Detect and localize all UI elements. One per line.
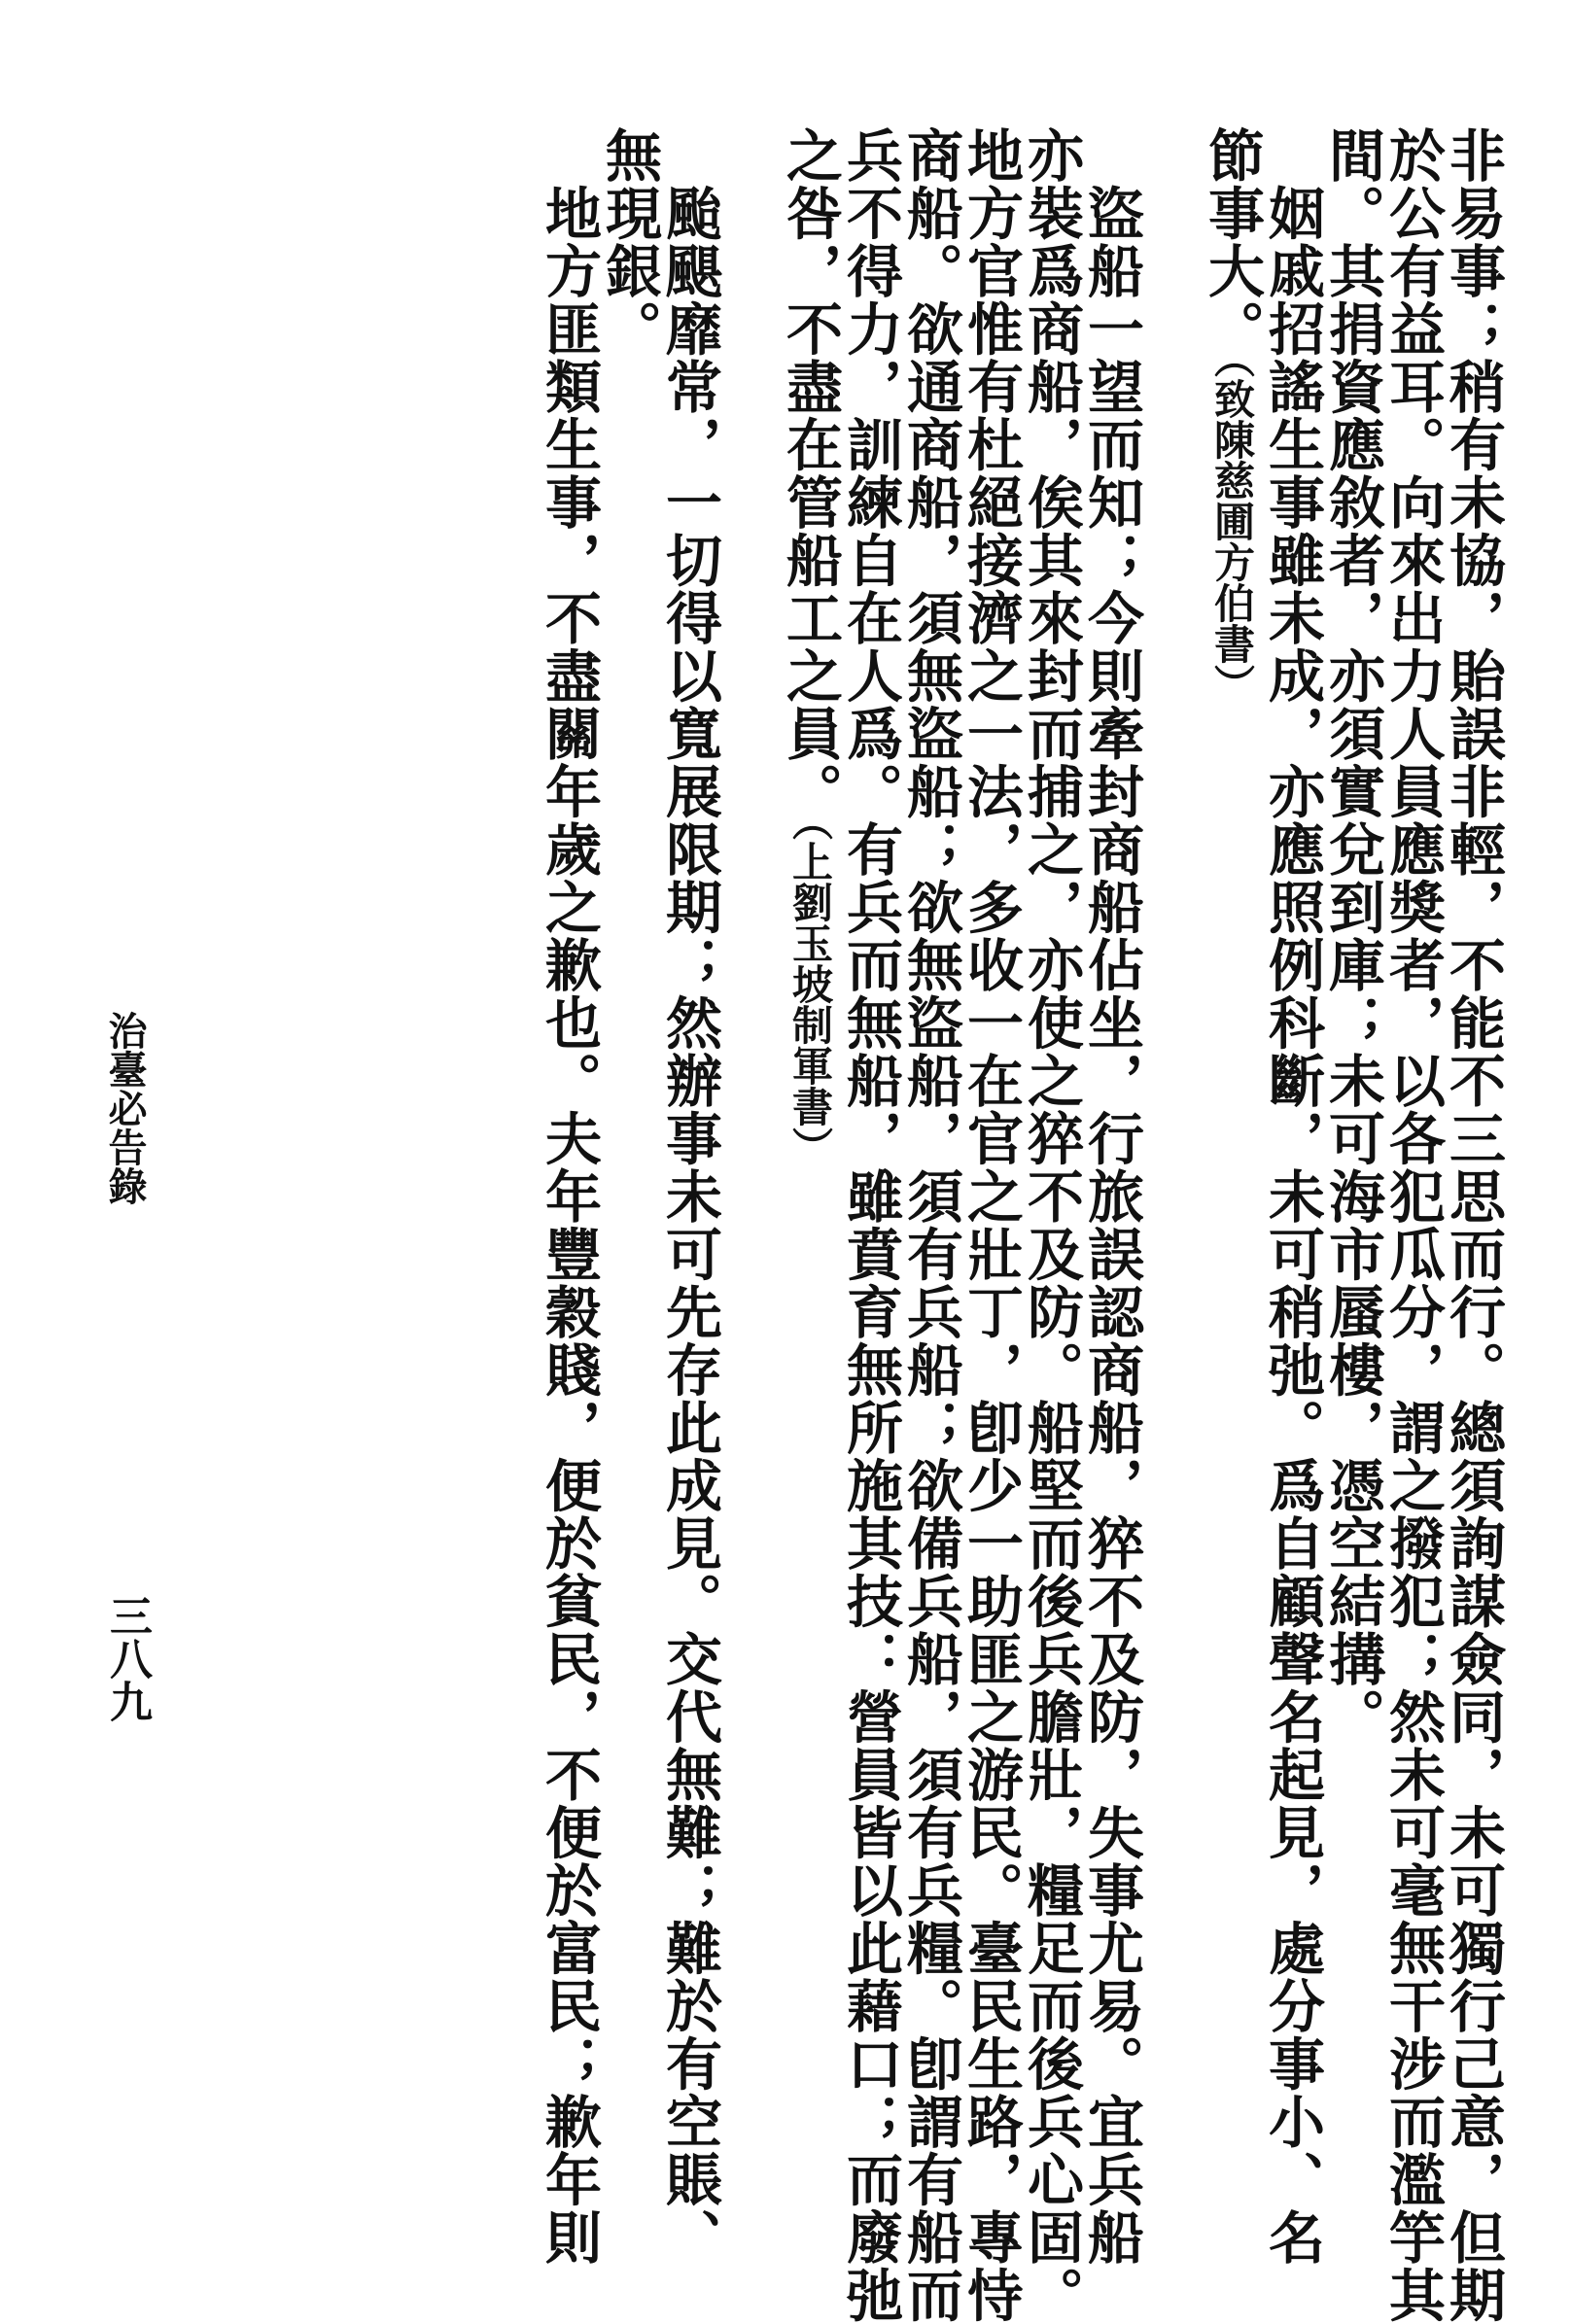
column-text: 商船。欲通商船，須無盜船；欲無盜船，須有兵船；欲備兵船，須有兵糧。卽謂有船而 xyxy=(897,126,963,2324)
column-text: 於公有益耳。向來出力人員應獎者，以各犯瓜分，謂之撥犯；然未可毫無干涉而濫竽其 xyxy=(1379,126,1446,2324)
column-text: 兵不得力，訓練自在人爲。有兵而無船，雖賁育無所施其技：營員皆以此藉口；而廢弛 xyxy=(837,126,903,2324)
column-text: 颱颶靡常，一切得以寬展限期；然辦事未可先存此成見。交代無難；難於有空賬、 xyxy=(656,126,722,2267)
text-column-10 xyxy=(897,126,963,2324)
text-column-5 xyxy=(1199,126,1265,705)
column-text: 亦裝爲商船，俟其來封而捕之，亦使之猝不及防。船堅而後兵膽壯，糧足而後兵心固。 xyxy=(1018,126,1084,2324)
page-number: 三八九 xyxy=(102,1594,152,1722)
text-column-12 xyxy=(777,126,843,1167)
text-column-11 xyxy=(837,126,903,2324)
book-title-margin: 治臺必告錄 xyxy=(102,1011,148,1205)
column-note: （上劉玉坡制軍書） xyxy=(786,820,834,1167)
text-column-8 xyxy=(1018,126,1084,2324)
column-text: 姻戚招謠生事雖未成，亦應照例科斷，未可稍弛。爲自顧聲名起見，處分事小、名 xyxy=(1259,126,1325,2267)
text-column-3 xyxy=(1319,126,1385,1746)
text-column-4 xyxy=(1259,126,1325,2267)
text-column-16 xyxy=(536,126,602,2267)
column-text: 之咎，不盡在管船工之員。 xyxy=(777,126,843,820)
text-column-9 xyxy=(958,126,1024,2324)
column-text: 非易事；稍有未協，貽誤非輕，不能不三思而行。總須詢謀僉同，未可獨行己意，但期 xyxy=(1440,126,1506,2324)
column-text: 間。其捐資應敘者，亦須實兌到庫；未可海市蜃樓，憑空結搆。 xyxy=(1319,126,1385,1746)
column-text: 節事大。 xyxy=(1199,126,1265,358)
text-column-1 xyxy=(1440,126,1506,2324)
text-column-2 xyxy=(1379,126,1446,2324)
column-note: （致陳慈圃方伯書） xyxy=(1208,358,1256,705)
column-text: 地方官惟有杜絕接濟之一法，多收一在官之壯丁，卽少一助匪之游民。臺民生路，專恃 xyxy=(958,126,1024,2324)
column-text: 無現銀。 xyxy=(596,126,662,358)
column-text: 盜船一望而知；今則牽封商船佔坐，行旅誤認商船，猝不及防，失事尤易。宜兵船 xyxy=(1078,126,1144,2267)
text-column-14 xyxy=(656,126,722,2267)
text-column-15 xyxy=(596,126,662,358)
text-column-7 xyxy=(1078,126,1144,2267)
column-text: 地方匪類生事，不盡關年歲之歉也。夫年豐穀賤，便於貧民，不便於富民；歉年則 xyxy=(536,126,602,2267)
